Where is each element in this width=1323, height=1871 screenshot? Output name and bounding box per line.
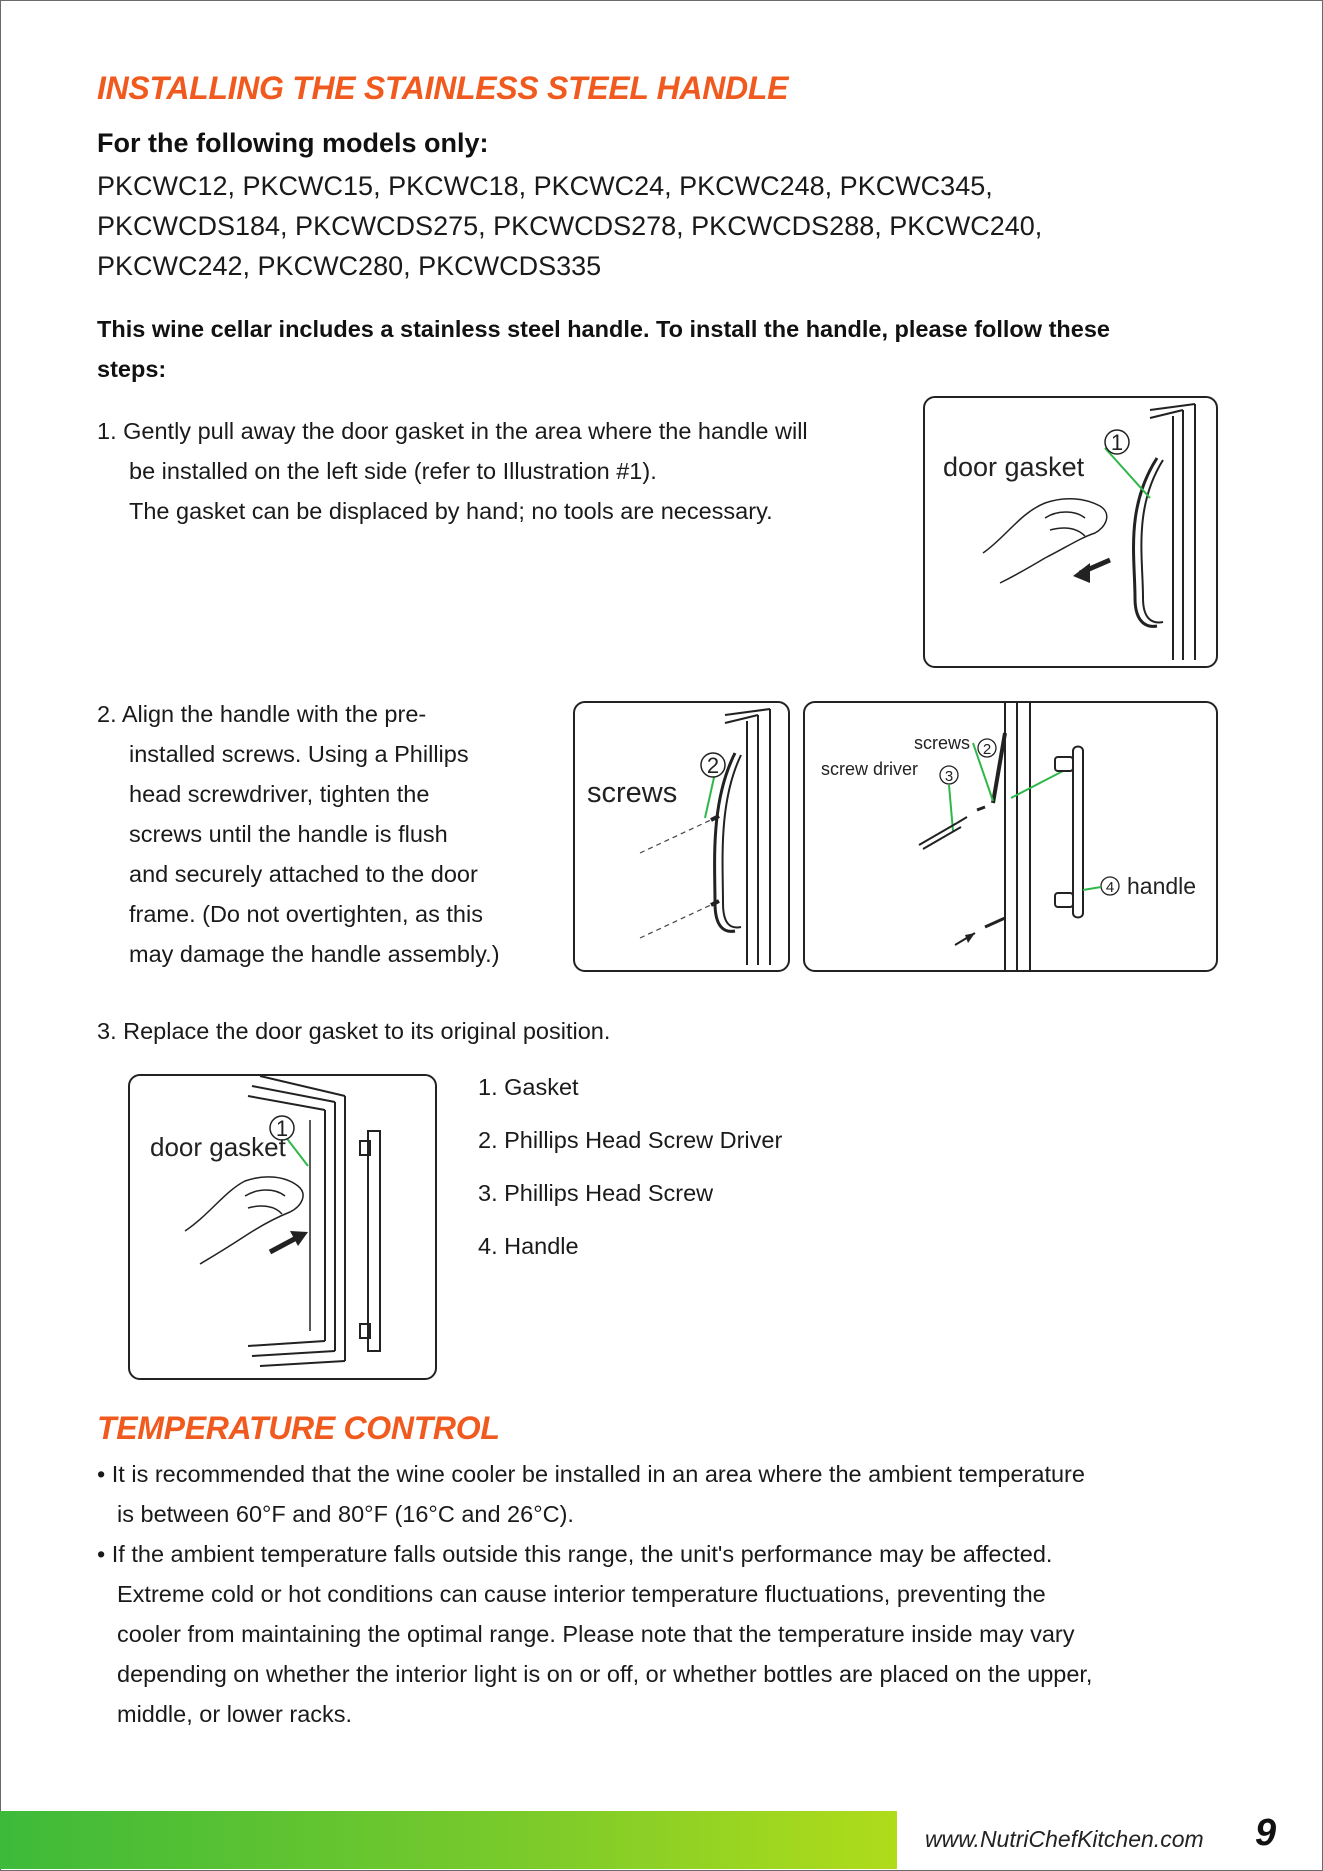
footer-url[interactable]: www.NutriChefKitchen.com	[925, 1826, 1204, 1852]
step-1-line: 1. Gently pull away the door gasket in the area where the handle will	[97, 418, 808, 444]
illustration-door-gasket	[923, 396, 1218, 668]
footer-bar	[0, 1811, 897, 1869]
callout-number: 4	[1105, 879, 1115, 896]
step-2-line: head screwdriver, tighten the	[129, 781, 430, 807]
intro-line: steps:	[97, 356, 167, 382]
bullet-icon: •	[97, 1541, 106, 1567]
intro-line: This wine cellar includes a stainless steel handle. To install the handle, please follow these	[97, 316, 1110, 342]
screw-icon	[711, 901, 719, 905]
replace-gasket-drawing	[130, 1076, 435, 1378]
door-gasket-label: door gasket	[150, 1132, 286, 1162]
screw-driver-label: screw driver	[821, 759, 919, 779]
legend-item: 4. Handle	[478, 1233, 579, 1259]
screws-label: screws	[913, 733, 970, 753]
page-title: INSTALLING THE STAINLESS STEEL HANDLE	[97, 70, 789, 106]
door-gasket-drawing	[925, 398, 1216, 666]
screwdriver-icon	[919, 817, 967, 849]
hand-icon	[185, 1177, 303, 1264]
illustration-handle	[803, 701, 1218, 972]
page-number: 9	[1255, 1812, 1277, 1854]
callout-number: 1	[1110, 430, 1124, 455]
step-3: 3. Replace the door gasket to its original position.	[97, 1018, 611, 1044]
bullet-text: depending on whether the interior light is on or off, or whether bottles are placed on the upper,	[117, 1661, 1093, 1687]
models-list	[97, 166, 1042, 286]
callout-number: 2	[706, 753, 720, 778]
parts-legend	[478, 1061, 782, 1273]
intro-text	[97, 309, 1110, 389]
door-gasket-label: door gasket	[943, 452, 1085, 482]
legend-item: 2. Phillips Head Screw Driver	[478, 1127, 783, 1153]
step-1-line: be installed on the left side (refer to Illustration #1).	[129, 458, 657, 484]
bullet-text: is between 60°F and 80°F (16°C and 26°C).	[117, 1501, 574, 1527]
models-line: PKCWCDS184, PKCWCDS275, PKCWCDS278, PKCWCDS288, PKCWC240,	[97, 211, 1043, 241]
illustration-replace-gasket	[128, 1074, 437, 1380]
step-2	[97, 694, 500, 974]
bullet-text: If the ambient temperature falls outside this range, the unit's performance may be affected.	[111, 1541, 1053, 1567]
legend-item: 1. Gasket	[478, 1074, 579, 1100]
illustration-screws	[573, 701, 790, 972]
screws-label: screws	[587, 777, 678, 809]
arrow-icon	[1073, 563, 1090, 583]
models-line: PKCWC242, PKCWC280, PKCWCDS335	[97, 251, 602, 281]
step-2-line: and securely attached to the door	[129, 861, 478, 887]
step-2-line: screws until the handle is flush	[129, 821, 448, 847]
step-2-line: frame. (Do not overtighten, as this	[129, 901, 483, 927]
models-line: PKCWC12, PKCWC15, PKCWC18, PKCWC24, PKCWC248, PKCWC345,	[97, 171, 993, 201]
legend-item: 3. Phillips Head Screw	[478, 1180, 714, 1206]
handle-drawing	[805, 703, 1216, 970]
models-heading: For the following models only:	[97, 128, 489, 158]
bullet-1	[97, 1454, 1247, 1534]
handle-label: handle	[1127, 873, 1197, 899]
step-2-line: may damage the handle assembly.)	[129, 941, 500, 967]
step-2-line: 2. Align the handle with the pre-	[97, 701, 427, 727]
step-1-line: The gasket can be displaced by hand; no tools are necessary.	[129, 498, 773, 524]
callout-number: 1	[275, 1116, 289, 1141]
bullet-icon: •	[97, 1461, 106, 1487]
bullet-text: middle, or lower racks.	[117, 1701, 353, 1727]
step-1	[97, 411, 808, 531]
screws-drawing	[575, 703, 788, 970]
bullet-text: Extreme cold or hot conditions can cause interior temperature fluctuations, preventing the	[117, 1581, 1046, 1607]
bullet-text: It is recommended that the wine cooler be installed in an area where the ambient temperature	[111, 1461, 1085, 1487]
temperature-title: TEMPERATURE CONTROL	[97, 1410, 500, 1446]
callout-number: 2	[982, 741, 992, 758]
bullet-text: cooler from maintaining the optimal range. Please note that the temperature inside may vary	[117, 1621, 1075, 1647]
bullet-2	[97, 1534, 1247, 1734]
step-2-line: installed screws. Using a Phillips	[129, 741, 469, 767]
callout-number: 3	[944, 768, 954, 785]
